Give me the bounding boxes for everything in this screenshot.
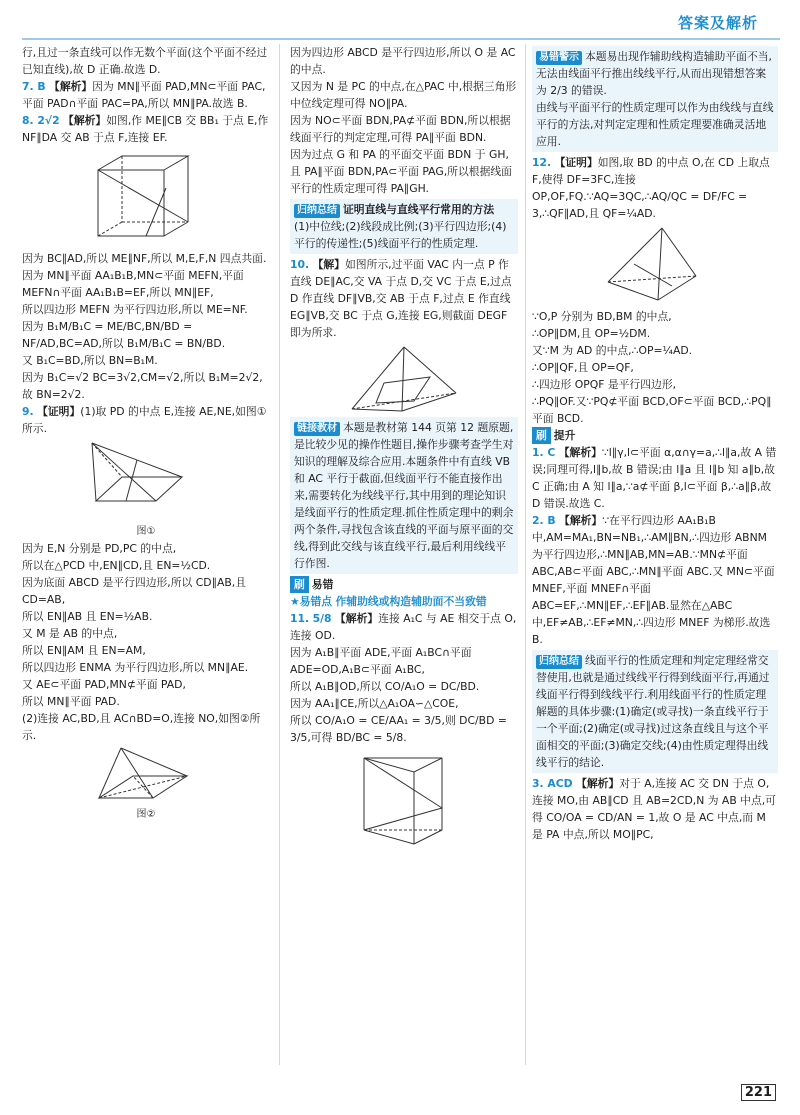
question-9 xyxy=(22,403,270,437)
warning-text-2: 由线与平面平行的性质定理可以作为由线线与直线平行的方法,对判定定理和性质定理要准确灵活地应用. xyxy=(536,101,774,148)
answer-text: ∵l∥γ,l⊂平面 α,α∩γ=a,∴l∥a,故 A 错误;同理可得,l∥b,故 B 错误;由 l∥a 且 l∥b 知 a∥b,故 C 正确;由 A 知 l∥a,∵a⊄平面 β,l⊂平面 β,∴a∥β,故 D 错误.故选 C. xyxy=(532,446,777,510)
column-1 xyxy=(22,44,270,823)
paragraph: 因为 MN∥平面 AA₁B₁B,MN⊂平面 MEFN,平面 MEFN∩平面 AA₁B₁B=EF,所以 MN∥EF, xyxy=(22,269,244,299)
question-number: 12. xyxy=(532,156,552,169)
answer-text: 如图所示,过平面 VAC 内一点 P 作直线 DE∥AC,交 VA 于点 D,交 VC 于点 E,过点 D 作直线 DF∥VB,交 AB 于点 F,过点 E 作直线 EG∥VB,交 BC 于点 G,连接 EG,则截面 DEGF 即为所求. xyxy=(290,258,512,339)
warning-box xyxy=(532,46,778,152)
summary-tag: 归纳总结 xyxy=(294,204,340,218)
paragraph: ∴OP∥QF,且 OP=QF, xyxy=(532,361,634,374)
question-10 xyxy=(290,256,518,341)
paragraph: 又 M 是 AB 的中点, xyxy=(22,627,118,640)
column-2 xyxy=(290,44,518,850)
textbook-link-box xyxy=(290,417,518,574)
answer-tag: 【解】 xyxy=(312,258,345,271)
warning-text: 本题易出现作辅助线构造辅助平面不当,无法由线面平行推出线线平行,从而出现错想答案为 2/3 的错误. xyxy=(536,50,772,97)
paragraph: 因为底面 ABCD 是平行四边形,所以 CD∥AB,且 CD=AB, xyxy=(22,576,247,606)
answer-tag: 【解析】 xyxy=(559,514,603,527)
section-header xyxy=(290,576,518,593)
question-7 xyxy=(22,78,270,112)
figure-caption: 图① xyxy=(136,526,156,537)
question-number: 1. C xyxy=(532,446,556,459)
paragraph: 因为 AA₁∥CE,所以△A₁OA∽△COE, xyxy=(290,697,459,710)
question-1 xyxy=(532,444,778,512)
summary-text: 线面平行的性质定理和判定定理经常交替使用,也就是通过线线平行得到线面平行,再通过线面平行得到线线平行.利用线面平行的性质定理解题的具体步骤:(1)确定(或寻找)一条直线平行于一个平面;(2)确定(或寻找)过这条直线且与这个平面相交的平面;(3)确定交线;(4)由性质定理得出线线平行的结论. xyxy=(536,654,770,769)
paragraph: 所以 EN∥AM 且 EN=AM, xyxy=(22,644,146,657)
paragraph: 所以四边形 ENMA 为平行四边形,所以 MN∥AE. xyxy=(22,661,249,674)
summary-tag: 归纳总结 xyxy=(536,655,582,669)
question-number: 7. B xyxy=(22,80,46,93)
question-11 xyxy=(290,610,518,644)
paragraph: 因为 A₁B∥平面 ADE,平面 A₁BC∩平面 ADE=OD,A₁B⊂平面 A₁BC, xyxy=(290,646,472,676)
figure-prism xyxy=(86,148,206,248)
paragraph: 因为过点 G 和 PA 的平面交平面 BDN 于 GH,且 PA∥平面 BDN,PA⊂平面 PAG,所以根据线面平行的性质定理可得 PA∥GH. xyxy=(290,148,512,195)
section-header xyxy=(532,427,778,444)
answer-text: 因为 MN∥平面 PAD,MN⊂平面 PAC,平面 PAD∩平面 PAC=PA,所以 MN∥PA.故选 B. xyxy=(22,80,266,110)
paragraph: 又∵M 为 AD 的中点,∴OP=¼AD. xyxy=(532,344,693,357)
paragraph: ∴四边形 OPQF 是平行四边形, xyxy=(532,378,677,391)
paragraph: 又因为 N 是 PC 的中点,在△PAC 中,根据三角形中位线定理可得 NO∥PA. xyxy=(290,80,517,110)
answer-text: 如图,取 BD 的中点 O,在 CD 上取点 F,使得 DF=3FC,连接 OP,OF,FQ.∵AQ=3QC,∴AQ/QC = DF/FC = 3,∴QF∥AD,且 QF=¼AD. xyxy=(532,156,770,220)
question-number: 2. B xyxy=(532,514,556,527)
link-tag: 链接教材 xyxy=(294,422,340,436)
section-title: 易错 xyxy=(311,578,334,591)
paragraph: 因为 E,N 分别是 PD,PC 的中点, xyxy=(22,542,177,555)
figure-pyramid-1 xyxy=(86,439,206,521)
paragraph: 所以 CO/A₁O = CE/AA₁ = 3/5,则 DC/BD = 3/5,可得 BD/BC = 5/8. xyxy=(290,714,507,744)
column-3 xyxy=(532,44,778,843)
paragraph: 因为 B₁C=√2 BC=3√2,CM=√2,所以 B₁M=2√2,故 BN=2√2. xyxy=(22,371,263,401)
paragraph: 又 B₁C=BD,所以 BN=B₁M. xyxy=(22,354,158,367)
answer-tag: 【解析】 xyxy=(49,80,93,93)
column-divider xyxy=(279,44,280,1065)
question-number: 3. ACD xyxy=(532,777,573,790)
answer-tag: 【解析】 xyxy=(576,777,620,790)
summary-box xyxy=(290,199,518,254)
answer-tag: 【证明】 xyxy=(37,405,81,418)
answer-text: ∵在平行四边形 AA₁B₁B 中,AM=MA₁,BN=NB₁,∴AM∥BN,∴四边形 ABNM 为平行四边形,∴MN∥AB,MN=AB.∵MN⊄平面 ABC,AB⊂平面 ABC,∴MN∥平面 ABC.又 MN⊂平面 MNEF,平面 MNEF∩平面 ABC=EF,∴MN∥EF,∴EF∥AB.显然在△ABC 中,EF≠AB,∴EF≠MN,∴四边形 MNEF 为梯形.故选 B. xyxy=(532,514,775,646)
question-2 xyxy=(532,512,778,648)
answer-text: 对于 A,连接 AC 交 DN 于点 O,连接 MO,由 AB∥CD 且 AB=2CD,N 为 AB 中点,可得 CO/OA = CD/AN = 1,故 O 是 AC 中点,而 M 是 PA 中点,所以 MO∥PC, xyxy=(532,777,776,841)
summary-title: 证明直线与直线平行常用的方法 xyxy=(343,203,495,216)
page-title: 答案及解析 xyxy=(677,14,758,32)
answer-text: 连接 A₁C 与 AE 相交于点 O,连接 OD. xyxy=(290,612,517,642)
question-number: 9. xyxy=(22,405,34,418)
paragraph: 所以 MN∥平面 PAD. xyxy=(22,695,120,708)
link-text: 本题是教材第 144 页第 12 题原题,是比较少见的操作性题目,操作步骤考查学生对知识的理解及综合应用.本题条件中有直线 VB 和 AC 平行于截面,但线面平行不能直接作出来,需要转化为线线平行,其中用到的理论知识是线面平行的性质定理.抓住性质定理中的剩余两个条件,寻找包含该直线的平面与原平面的交线,得到此交线与该直线平行,最后利用线线平行作图. xyxy=(294,421,514,570)
paragraph: (2)连接 AC,BD,且 AC∩BD=O,连接 NO,如图②所示. xyxy=(22,712,261,742)
question-number: 8. 2√2 xyxy=(22,114,60,127)
summary-box xyxy=(532,650,778,773)
warning-tag: 易错警示 xyxy=(536,51,582,65)
figure-tetrahedron xyxy=(344,343,464,415)
answer-tag: 【证明】 xyxy=(554,156,598,169)
answer-text: (1)取 PD 的中点 E,连接 AE,NE,如图①所示. xyxy=(22,405,267,435)
error-label: ★易错点 xyxy=(290,595,333,608)
question-8 xyxy=(22,112,270,146)
header-rule xyxy=(22,38,780,40)
paragraph: 因为 BC∥AD,所以 ME∥NF,所以 M,E,F,N 四点共面. xyxy=(22,252,267,265)
figure-pyramid-3 xyxy=(600,224,710,306)
figure-pyramid-2 xyxy=(91,746,201,804)
paragraph: 所以四边形 MEFN 为平行四边形,所以 ME=NF. xyxy=(22,303,248,316)
error-point xyxy=(290,593,518,610)
answer-tag: 【解析】 xyxy=(63,114,107,127)
error-text: 作辅助线或构造辅助面不当致错 xyxy=(335,595,487,608)
question-number: 10. xyxy=(290,258,310,271)
paragraph: 行,且过一条直线可以作无数个平面(这个平面不经过已知直线),故 D 正确.故选 D. xyxy=(22,46,268,76)
paragraph: 所以 A₁B∥OD,所以 CO/A₁O = DC/BD. xyxy=(290,680,480,693)
paragraph: 又 AE⊂平面 PAD,MN⊄平面 PAD, xyxy=(22,678,186,691)
paragraph: ∴OP∥DM,且 OP=½DM. xyxy=(532,327,651,340)
answer-text: 如图,作 ME∥CB 交 BB₁ 于点 E,作 NF∥DA 交 AB 于点 F,连接 EF. xyxy=(22,114,269,144)
paragraph: 因为 B₁M/B₁C = ME/BC,BN/BD = NF/AD,BC=AD,所以 B₁M/B₁C = BN/BD. xyxy=(22,320,226,350)
page-header xyxy=(0,0,800,40)
paragraph: ∵O,P 分别为 BD,BM 的中点, xyxy=(532,310,672,323)
section-title: 提升 xyxy=(553,429,576,442)
question-answer: 5/8 xyxy=(312,612,332,625)
paragraph: 因为四边形 ABCD 是平行四边形,所以 O 是 AC 的中点. xyxy=(290,46,516,76)
answer-tag: 【解析】 xyxy=(558,446,602,459)
answer-tag: 【解析】 xyxy=(334,612,379,625)
section-tag: 刷 xyxy=(532,427,551,444)
question-12 xyxy=(532,154,778,222)
paragraph: ∴PQ∥OF.又∵PQ⊄平面 BCD,OF⊂平面 BCD,∴PQ∥平面 BCD. xyxy=(532,395,772,425)
column-divider xyxy=(525,44,526,1065)
summary-text: (1)中位线;(2)线段成比例;(3)平行四边形;(4)平行的传递性;(5)线面平行的性质定理. xyxy=(294,220,507,250)
question-number: 11. xyxy=(290,612,310,625)
paragraph: 所以在△PCD 中,EN∥CD,且 EN=½CD. xyxy=(22,559,211,572)
paragraph: 因为 NO⊂平面 BDN,PA⊄平面 BDN,所以根据线面平行的判定定理,可得 PA∥平面 BDN. xyxy=(290,114,511,144)
page-number: 221 xyxy=(741,1084,776,1101)
figure-caption: 图② xyxy=(136,809,156,820)
figure-triangular-prism xyxy=(354,748,454,848)
question-3 xyxy=(532,775,778,843)
paragraph: 所以 EN∥AB 且 EN=½AB. xyxy=(22,610,153,623)
section-tag: 刷 xyxy=(290,576,309,593)
